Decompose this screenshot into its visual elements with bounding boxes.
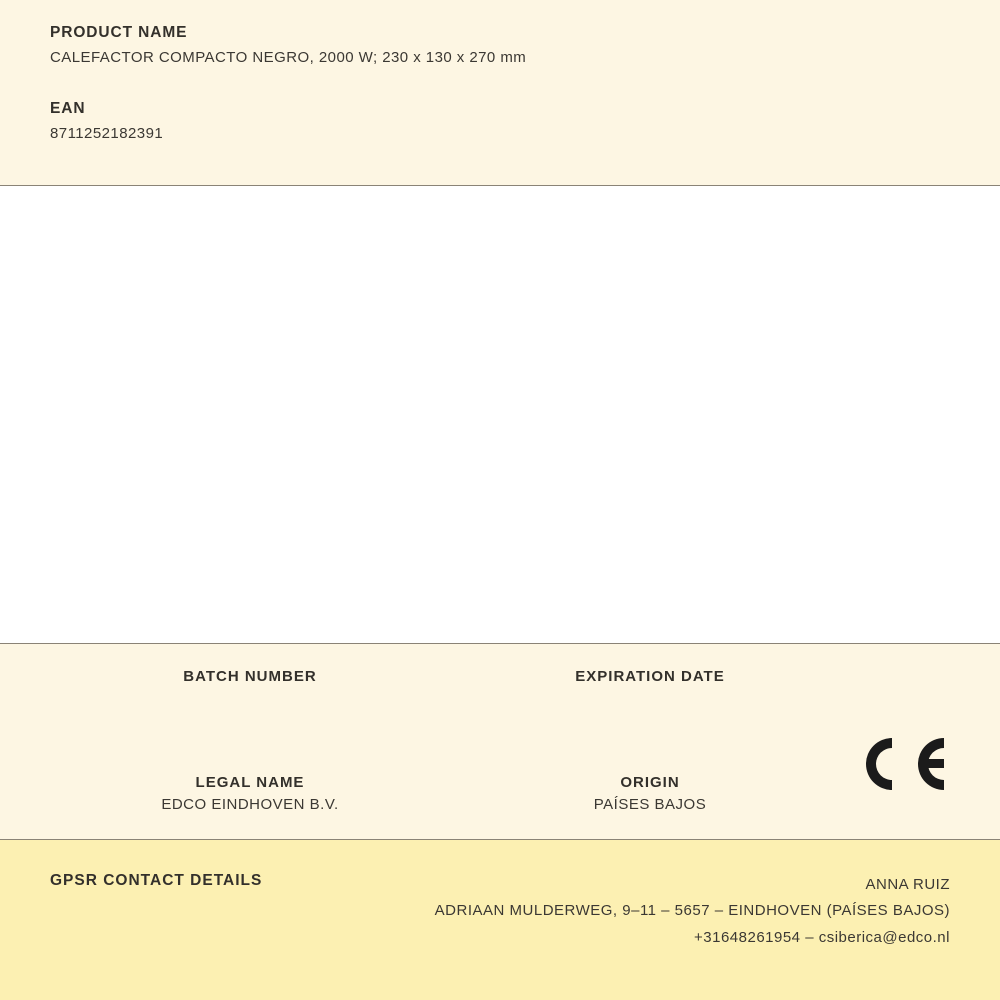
- batch-number-value: [100, 690, 400, 708]
- batch-number-label: BATCH NUMBER: [183, 668, 317, 685]
- legal-name-label: LEGAL NAME: [195, 774, 305, 791]
- product-name-label: PRODUCT NAME: [50, 24, 188, 41]
- ce-marking-icon: [858, 732, 948, 796]
- gpsr-footer-block: [0, 840, 1000, 1000]
- expiration-date-label: EXPIRATION DATE: [575, 668, 725, 685]
- origin-label: ORIGIN: [620, 774, 680, 791]
- info-row-top: [0, 668, 1000, 708]
- gpsr-contact-details-value: [435, 872, 950, 951]
- product-name-field: [50, 24, 950, 66]
- blank-content-area: [0, 186, 1000, 644]
- contact-phone-email: +31648261954 – csiberica@edco.nl: [694, 928, 950, 946]
- batch-number-cell: [100, 668, 400, 708]
- legal-name-cell: [100, 774, 400, 814]
- product-header-block: [0, 0, 1000, 186]
- origin-cell: [500, 774, 800, 814]
- legal-name-value: EDCO EINDHOVEN B.V.: [161, 796, 339, 813]
- expiration-date-value: [500, 690, 800, 708]
- ean-value: 8711252182391: [50, 125, 164, 142]
- info-row-bottom: [0, 774, 1000, 814]
- origin-value: PAÍSES BAJOS: [593, 796, 707, 813]
- ean-label: EAN: [50, 100, 86, 117]
- contact-name: ANNA RUIZ: [865, 876, 950, 893]
- product-info-block: [0, 644, 1000, 840]
- expiration-date-cell: [500, 668, 800, 708]
- contact-address: ADRIAAN MULDERWEG, 9–11 – 5657 – EINDHOVEN (PAÍSES BAJOS): [434, 902, 950, 920]
- product-name-value: CALEFACTOR COMPACTO NEGRO, 2000 W; 230 x 130 x 270 mm: [50, 49, 527, 66]
- ean-field: [50, 100, 950, 142]
- gpsr-contact-details-label: GPSR CONTACT DETAILS: [50, 872, 263, 889]
